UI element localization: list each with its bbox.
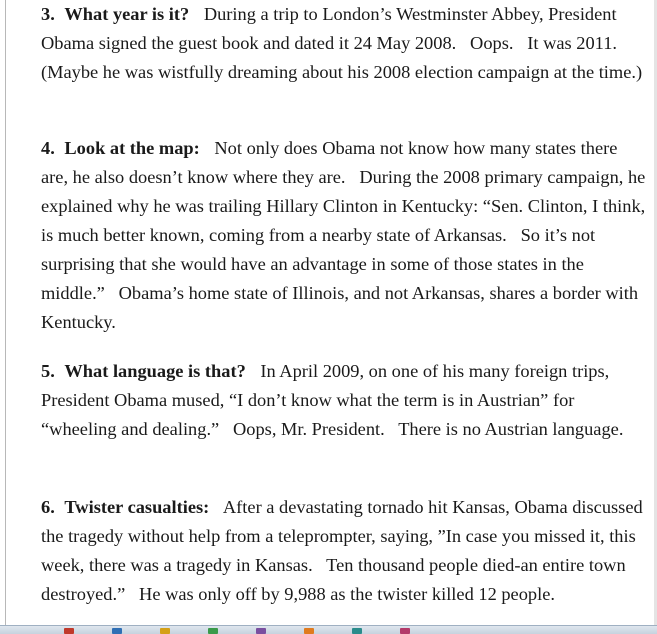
item-number: 6. [41,497,55,517]
taskbar-app-icon[interactable] [112,628,122,634]
item-text: In April 2009, on one of his many foreign trips, President Obama mused, “I don’t know what the term is in Austrian” for “wheeling and dealing.” Oops, Mr. President. There is no Austrian language. [41,361,624,439]
taskbar-app-icon[interactable] [64,628,74,634]
list-item-5 [41,357,646,444]
item-number: 4. [41,138,55,158]
list-item-6 [41,493,646,609]
item-heading: What language is that? [64,361,246,381]
item-number: 5. [41,361,55,381]
taskbar-app-icon[interactable] [352,628,362,634]
page-left-border [5,0,6,634]
item-text: After a devastating tornado hit Kansas, Obama discussed the tragedy without help from a teleprompter, saying, ”In case you missed it, this week, there was a tragedy in Kansas. Ten thousand people died-an entire town destroyed.” He was only off by 9,988 as the twister killed 12 people. [41,497,643,604]
taskbar-app-icon[interactable] [256,628,266,634]
taskbar-app-icon[interactable] [160,628,170,634]
item-text: Not only does Obama not know how many states there are, he also doesn’t know where they are. During the 2008 primary campaign, he explained why he was trailing Hillary Clinton in Kentucky: “Sen. Clinton, I think, is much better known, coming from a nearby state of Arkansas. So it’s not surprising that she would have an advantage in some of those states in the middle.” Obama’s home state of Illinois, and not Arkansas, shares a border with Kentucky. [41,138,646,332]
list-item-4 [41,134,646,337]
taskbar [0,625,657,634]
taskbar-app-icon[interactable] [400,628,410,634]
item-text: During a trip to London’s Westminster Abbey, President Obama signed the guest book and dated it 24 May 2008. Oops. It was 2011. (Maybe he was wistfully dreaming about his 2008 election campaign at the time.) [41,4,643,82]
taskbar-app-icon[interactable] [208,628,218,634]
item-heading: Twister casualties: [64,497,210,517]
list-item-3 [41,0,646,87]
item-number: 3. [41,4,55,24]
item-heading: Look at the map: [64,138,200,158]
taskbar-app-icon[interactable] [304,628,314,634]
item-heading: What year is it? [64,4,190,24]
